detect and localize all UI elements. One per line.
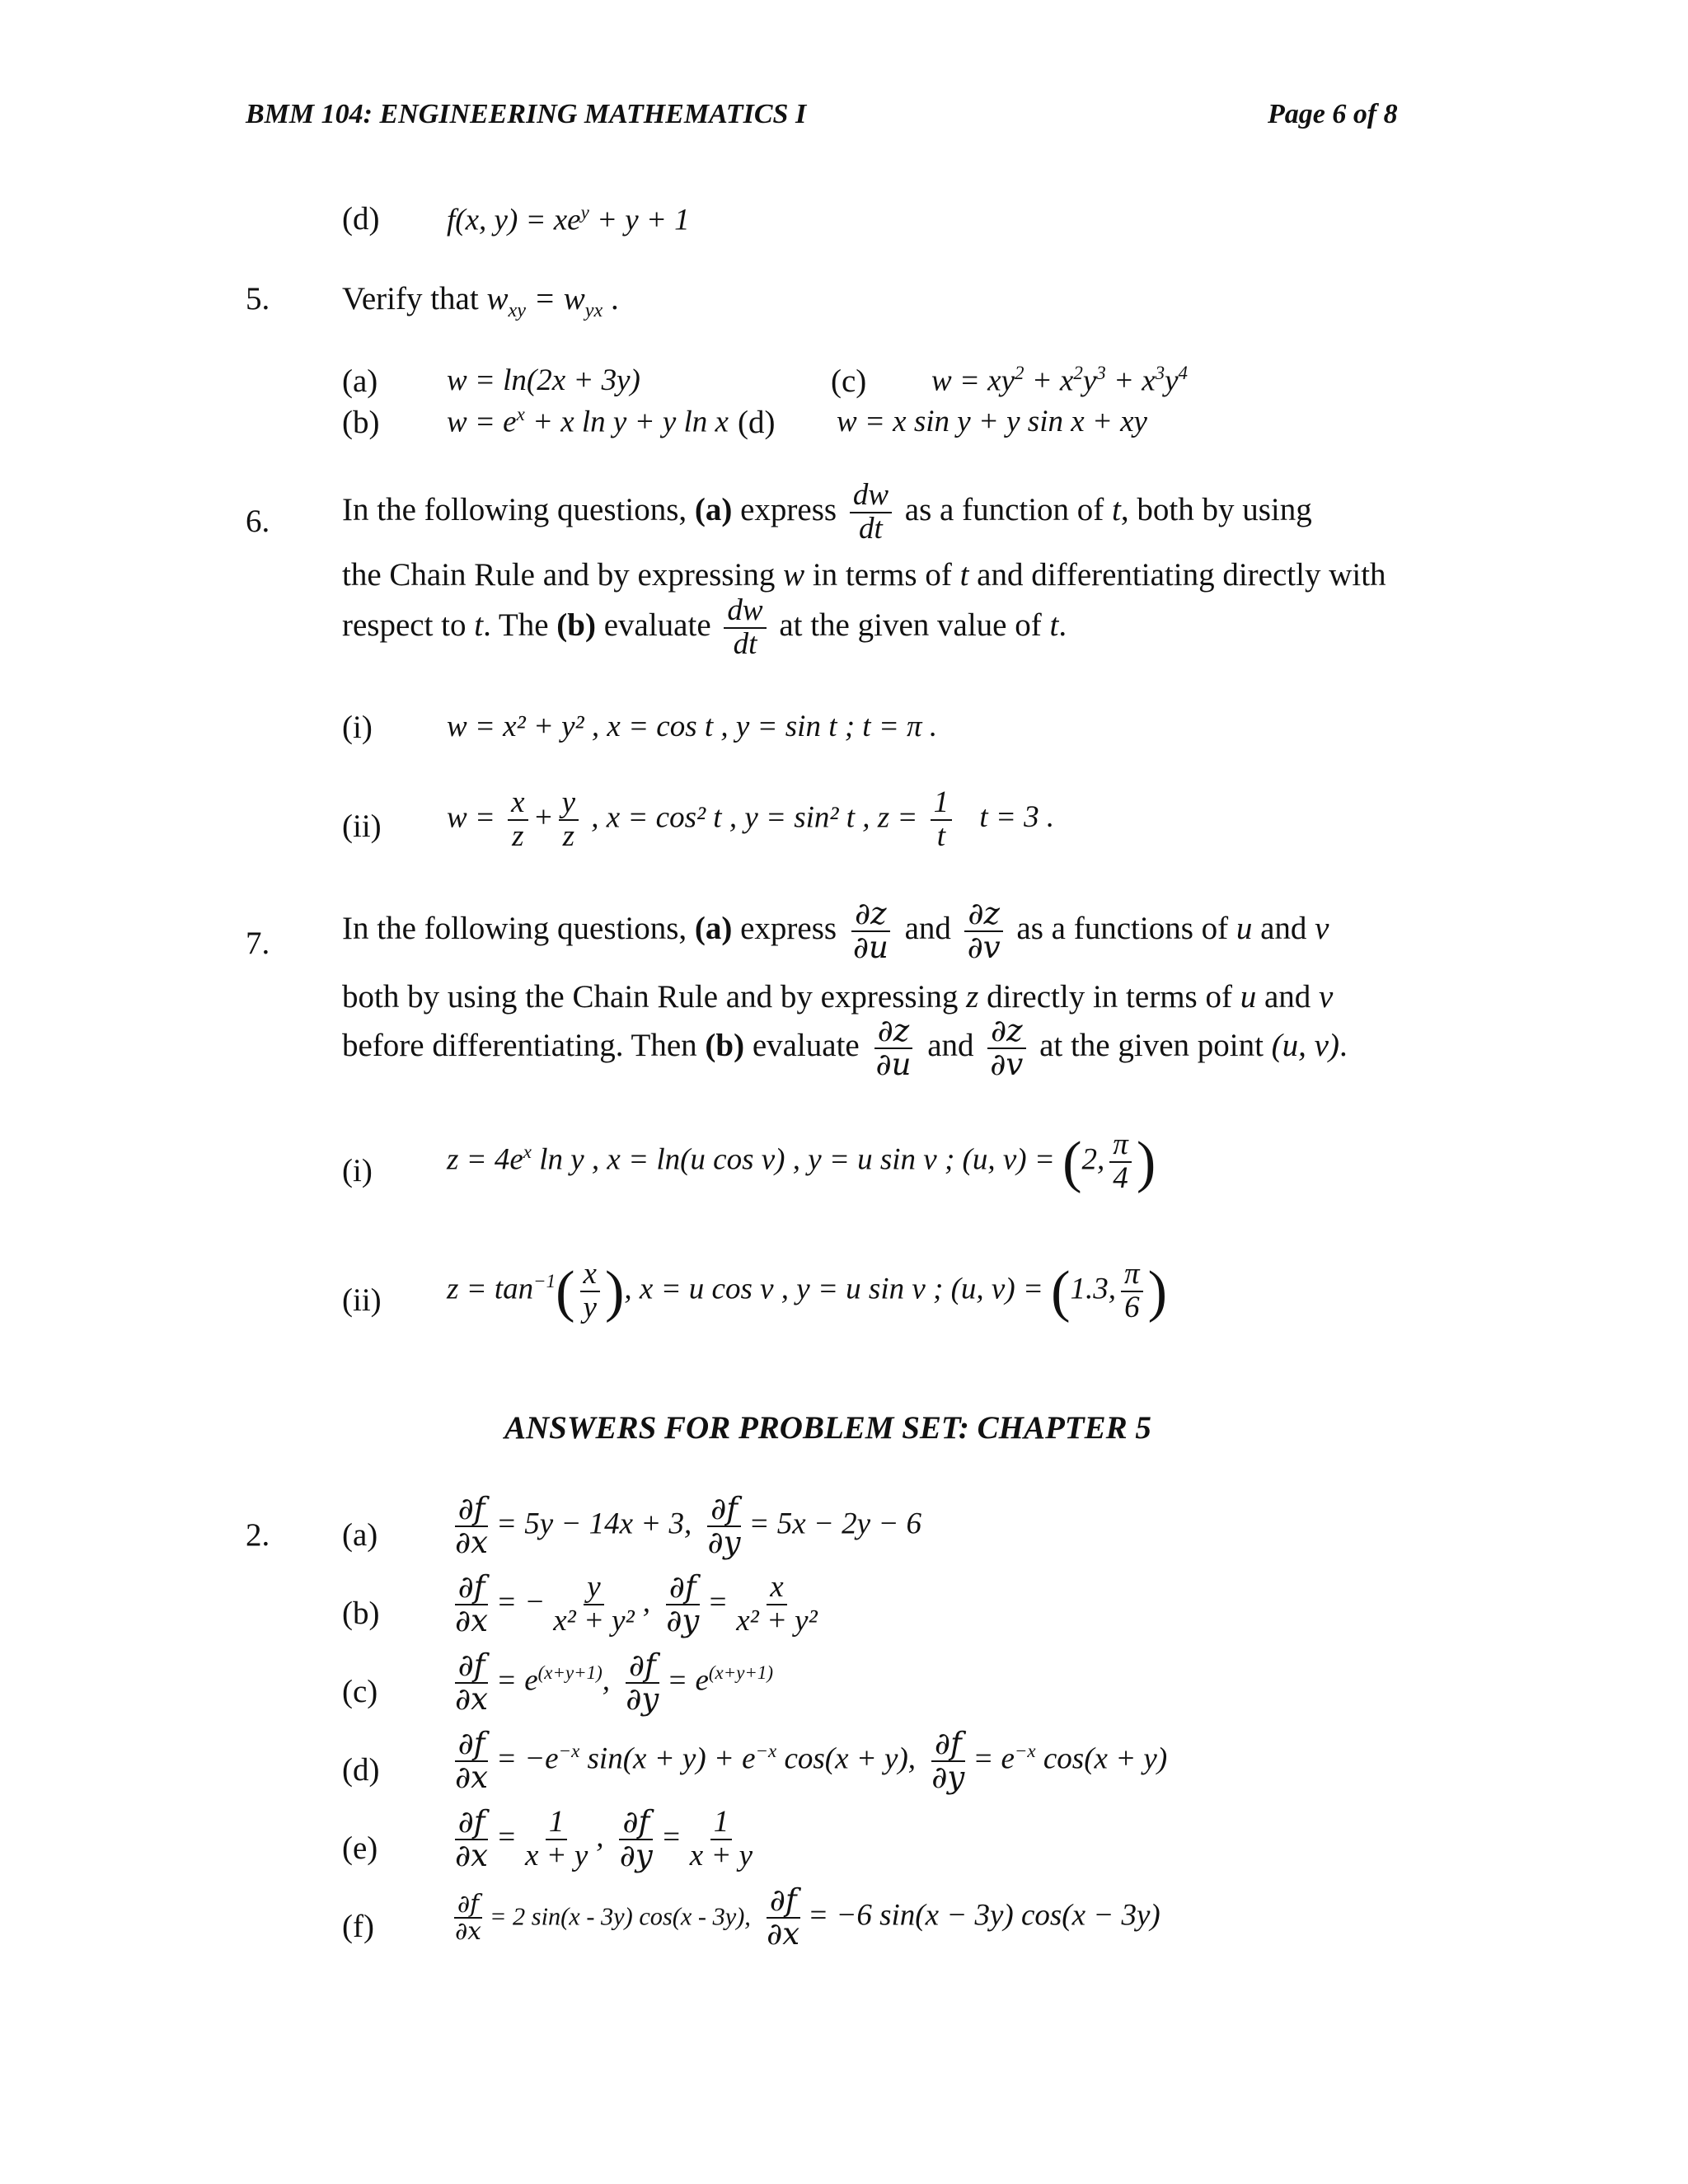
q6i-label: (i) (342, 710, 373, 745)
page-number: Page 6 of 8 (1268, 99, 1398, 129)
q5-statement: Verify that $w_{xy} = w_{yx}$ . (342, 281, 619, 321)
ans-b-label: (b) (342, 1596, 380, 1631)
q7ii-label: (ii) (342, 1282, 382, 1318)
q7-line-2: both by using the Chain Rule and by expressing z directly in terms of u and v (342, 979, 1334, 1015)
dw-dt-fraction: $\frac{dw}{dt}$ (850, 480, 892, 546)
q5d-expression: w = x sin y + y sin x + xy (837, 405, 1147, 438)
q6ii-expression: w = $\frac{x}{z}$ + $\frac{y}{z}$ , x = cos² t , y = sin² t , z = $\frac{1}{t}$ t = 3 . (447, 785, 1055, 853)
q7i-expression: $z = 4e^x$ ln y , x = ln(u cos v) , y = u sin v ; (u, v) = (2, $\frac{\pi}{4}$ ) (447, 1127, 1156, 1195)
ans-f-label: (f) (342, 1909, 374, 1944)
ans-a-expression: $\frac{\partial f}{\partial x}$ = 5y − 14x + 3, $\frac{\partial f}{\partial y}$ = 5x − 2y − 6 (455, 1491, 922, 1560)
ans-e-expression: $\frac{\partial f}{\partial x}$ = $\frac{1}{x + y}$ , $\frac{\partial f}{\partial y}$ = $\frac{1}{x + y}$ (455, 1804, 753, 1873)
q5b-label: (b) (342, 405, 380, 440)
ans-f-expression: $\frac{\partial f}{\partial x}$ = 2 sin(x - 3y) cos(x - 3y), $\frac{\partial f}{\partial x}$ = −6 sin(x − 3y) cos(x − 3y) (455, 1882, 1160, 1952)
q7-line-1: In the following questions, (a) express $\frac{\partial z}{\partial u}$ and $\frac{\partial z}{\partial v}$ as a functions of u and v (342, 896, 1329, 965)
q7ii-expression: $z = \tan^{-1}$( $\frac{x}{y}$ ), x = u cos v , y = u sin v ; (u, v) = (1.3, $\frac{\pi}{6}$ ) (447, 1257, 1168, 1324)
q5-number: 5. (246, 281, 270, 316)
ans-e-label: (e) (342, 1830, 378, 1866)
q6-number: 6. (246, 504, 270, 539)
ans-b-expression: $\frac{\partial f}{\partial x}$ = − $\frac{y}{\text{x² + y²}}$ , $\frac{\partial f}{\partial y}$ = $\frac{x}{\text{x² + y²}}$ (455, 1569, 818, 1638)
q5c-label: (c) (831, 363, 867, 399)
q7-line-3: before differentiating. Then (b) evaluate $\frac{\partial z}{\partial u}$ and $\frac{\partial z}{\partial v}$ at the given point (u, v). (342, 1013, 1348, 1082)
q6-line-1: In the following questions, (a) express $\frac{dw}{dt}$ as a function of t, both by using (342, 478, 1312, 546)
dw-dt-fraction-2: $\frac{dw}{dt}$ (724, 595, 766, 661)
q5c-expression: $w = xy^2 + x^2y^3 + x^3y^4$ (931, 363, 1188, 398)
q5b-expression: $w = e^x + x$ ln y + y ln x (447, 404, 729, 439)
q6ii-label: (ii) (342, 808, 382, 844)
q7-number: 7. (246, 926, 270, 961)
ans-d-label: (d) (342, 1752, 380, 1788)
course-header: BMM 104: ENGINEERING MATHEMATICS I (246, 99, 807, 129)
q5a-expression: w = ln(2x + 3y) (447, 363, 640, 397)
q6-line-2: the Chain Rule and by expressing w in terms of t and differentiating directly with (342, 557, 1386, 593)
q4d-expression: f(x, $y) = xe^y + y + 1$ (447, 202, 690, 237)
ans-c-label: (c) (342, 1674, 378, 1709)
answers-title: ANSWERS FOR PROBLEM SET: CHAPTER 5 (504, 1410, 1151, 1446)
q6-line-3: respect to t. The (b) evaluate $\frac{dw}{dt}$ at the given value of t. (342, 593, 1067, 661)
q6i-expression: w = x² + y² , x = cos t , y = sin t ; t = π . (447, 710, 938, 743)
answers-number: 2. (246, 1517, 270, 1553)
q5d-label: (d) (738, 405, 776, 440)
ans-c-expression: $\frac{\partial f}{\partial x}$ = $e^{(x+y+1)}$, $\frac{\partial f}{\partial y}$ = $e^{(x+y+1)}$ (455, 1647, 773, 1717)
ans-d-expression: $\frac{\partial f}{\partial x}$ = $-e^{-x}$ $\sin(x + y) + e^{-x}$ cos(x + y), $\frac{\partial f}{\partial y}$ = $e^{-x}$ cos(x + y) (455, 1726, 1168, 1795)
q5a-label: (a) (342, 363, 378, 399)
q4d-label: (d) (342, 201, 380, 237)
ans-a-label: (a) (342, 1517, 378, 1553)
q7i-label: (i) (342, 1153, 373, 1188)
